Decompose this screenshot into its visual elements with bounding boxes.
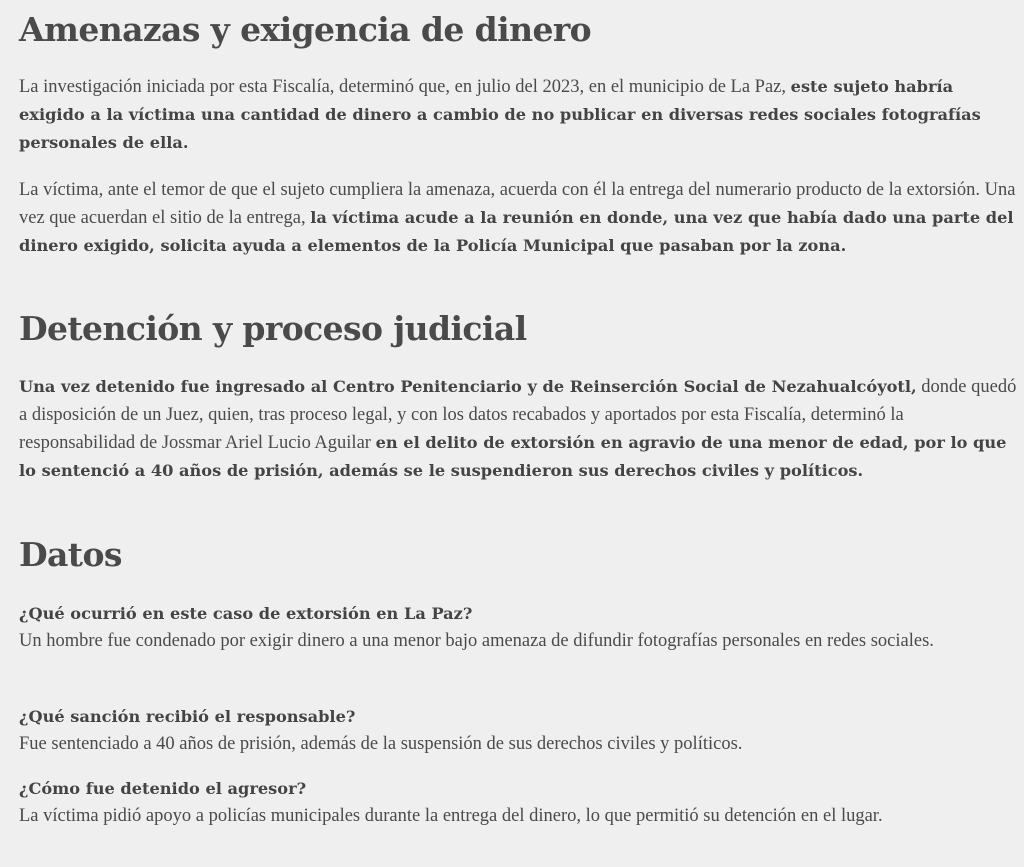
section-heading-detention: Detención y proceso judicial (19, 309, 527, 348)
faq-question: ¿Cómo fue detenido el agresor? (19, 779, 307, 798)
faq-answer: Un hombre fue condenado por exigir dinero a una menor bajo amenaza de difundir fotografías personales en redes sociales. (19, 631, 934, 651)
paragraph-bold-text: Una vez detenido fue ingresado al Centro Penitenciario y de Reinserción Social de Nezahualcóyotl, (19, 377, 917, 396)
faq-answer: Fue sentenciado a 40 años de prisión, además de la suspensión de sus derechos civiles y políticos. (19, 734, 743, 754)
paragraph-text: La víctima, ante el temor de que el sujeto cumpliera la amenaza, acuerda con él la entrega del numerario producto de la extorsión. Una vez que acuerdan el sitio de la entrega, (19, 180, 1016, 228)
section-heading-data: Datos (19, 535, 122, 574)
faq-question: ¿Qué sanción recibió el responsable? (19, 707, 356, 726)
paragraph-text: La investigación iniciada por esta Fiscalía, determinó que, en julio del 2023, en el municipio de La Paz, (19, 77, 791, 97)
paragraph-victim-meeting (19, 176, 1019, 260)
faq-item (19, 601, 1019, 655)
paragraph-bold-text: en el delito de extorsión en agravio de una menor de edad, por lo que lo sentenció a 40 años de prisión, además se le suspendieron sus derechos civiles y políticos. (19, 433, 1007, 480)
faq-item (19, 776, 1019, 830)
faq-answer: La víctima pidió apoyo a policías municipales durante la entrega del dinero, lo que permitió su detención en el lugar. (19, 806, 883, 826)
paragraph-text: donde quedó a disposición de un Juez, quien, tras proceso legal, y con los datos recabados y aportados por esta Fiscalía, determinó la responsabilidad de Jossmar Ariel Lucio Aguilar (19, 377, 1017, 453)
paragraph-sentence (19, 373, 1019, 485)
faq-question: ¿Qué ocurrió en este caso de extorsión en La Paz? (19, 604, 473, 623)
paragraph-investigation (19, 73, 1019, 157)
paragraph-bold-text: este sujeto habría exigido a la víctima una cantidad de dinero a cambio de no publicar en diversas redes sociales fotografías personales de ella. (19, 77, 981, 152)
faq-item (19, 704, 1019, 758)
section-heading-threats: Amenazas y exigencia de dinero (19, 10, 592, 49)
paragraph-bold-text: la víctima acude a la reunión en donde, una vez que había dado una parte del dinero exigido, solicita ayuda a elementos de la Policía Municipal que pasaban por la zona. (19, 208, 1014, 255)
